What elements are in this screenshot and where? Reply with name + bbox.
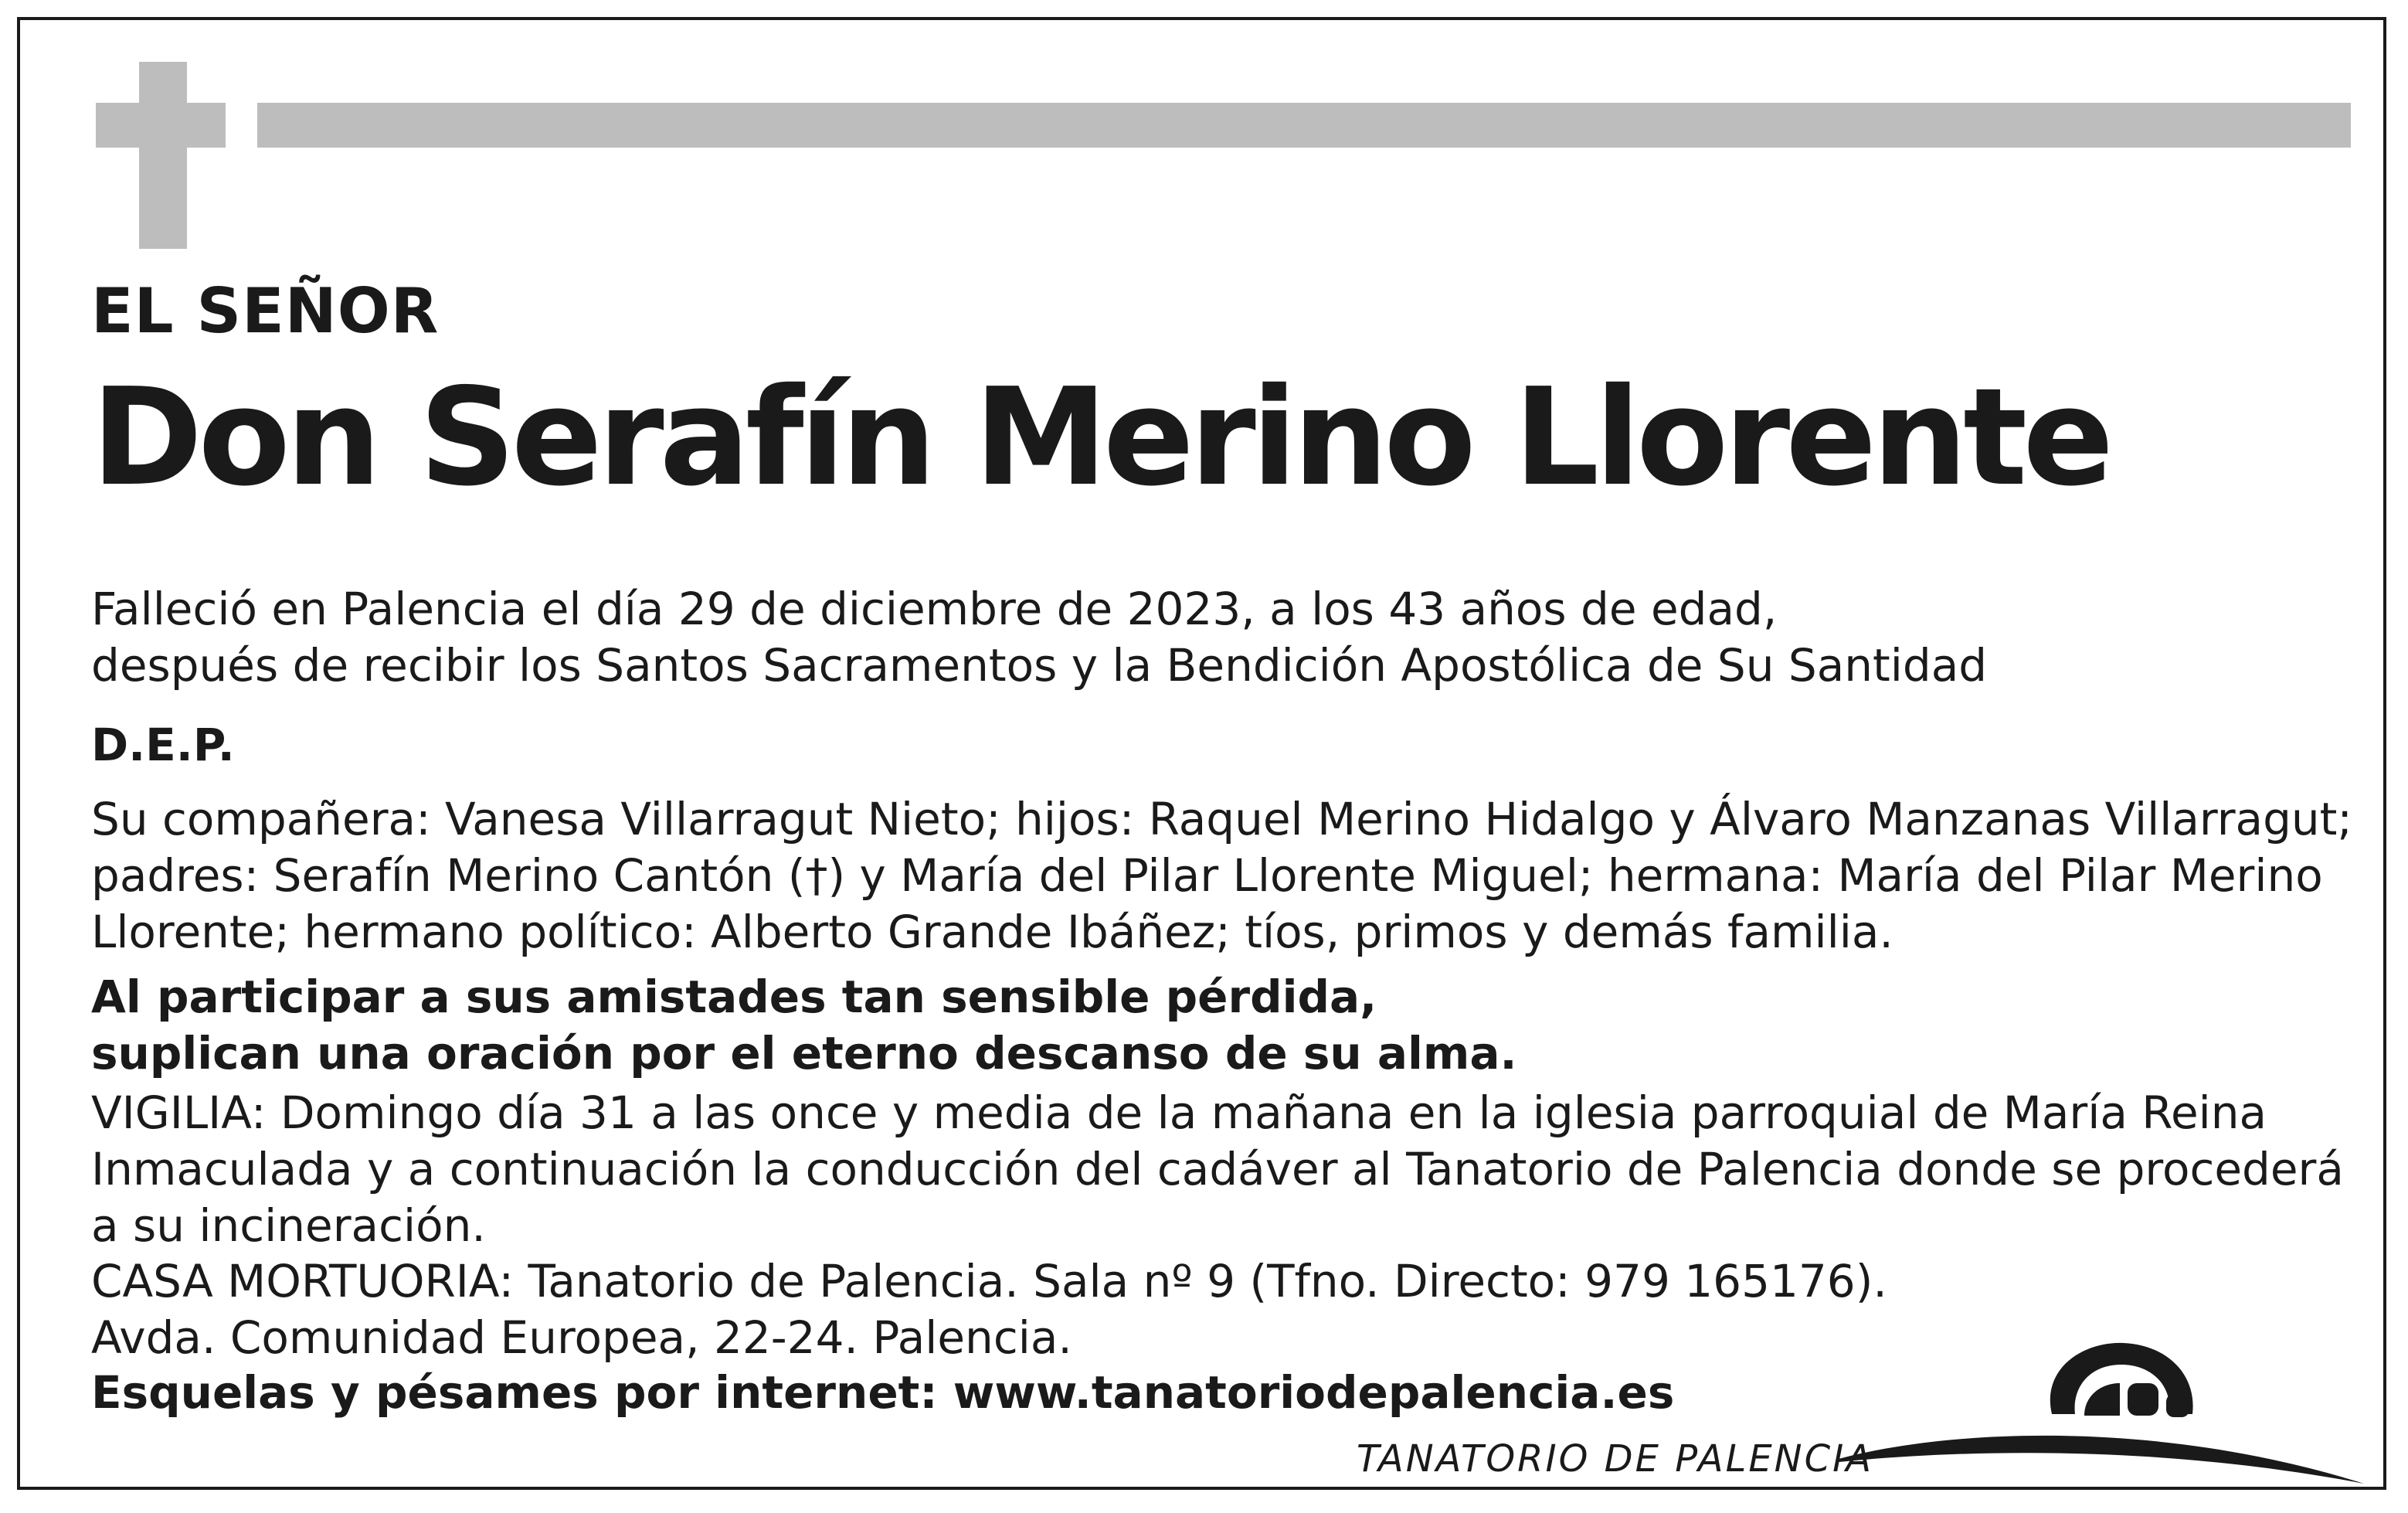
casa-line: Avda. Comunidad Europea, 22-24. Palencia. <box>91 1311 1072 1364</box>
cross-icon-arm <box>96 103 226 148</box>
family-line: Su compañera: Vanesa Villarragut Nieto; hijos: Raquel Merino Hidalgo y Álvaro Manzanas Villarragut; <box>91 793 2352 845</box>
death-line: Falleció en Palencia el día 29 de diciembre de 2023, a los 43 años de edad, <box>91 583 1778 635</box>
death-line: después de recibir los Santos Sacramentos y la Bendición Apostólica de Su Santidad <box>91 639 1988 692</box>
vigil-line: Inmaculada y a continuación la conducción del cadáver al Tanatorio de Palencia donde se procederá <box>91 1143 2344 1195</box>
family-line: padres: Serafín Merino Cantón (†) y María del Pilar Llorente Miguel; hermana: María del Pilar Merino <box>91 849 2323 902</box>
family-paragraph <box>91 791 2352 960</box>
vigil-paragraph <box>91 1085 2344 1254</box>
web-line: Esquelas y pésames por internet: www.tanatoriodepalencia.es <box>91 1366 1675 1419</box>
request-line: suplican una oración por el eterno descanso de su alma. <box>91 1027 1517 1080</box>
casa-mortuoria-paragraph <box>91 1253 1887 1366</box>
cross-icon <box>139 62 187 249</box>
dep-label: D.E.P. <box>91 719 235 771</box>
title-prefix: EL SEÑOR <box>91 275 440 347</box>
family-line: Llorente; hermano político: Alberto Grande Ibáñez; tíos, primos y demás familia. <box>91 906 1893 958</box>
tanatorio-logo <box>1839 1329 2364 1491</box>
request-paragraph <box>91 969 1517 1082</box>
logo-text: TANATORIO DE PALENCIA <box>1357 1437 1874 1481</box>
death-paragraph <box>91 581 1987 694</box>
vigil-line: VIGILIA: Domingo día 31 a las once y media de la mañana en la iglesia parroquial de María Reina <box>91 1086 2267 1139</box>
casa-line: CASA MORTUORIA: Tanatorio de Palencia. Sala nº 9 (Tfno. Directo: 979 165176). <box>91 1255 1887 1307</box>
deceased-name: Don Serafín Merino Llorente <box>91 359 2110 516</box>
request-line: Al participar a sus amistades tan sensible pérdida, <box>91 971 1377 1023</box>
top-rule <box>257 103 2351 148</box>
vigil-line: a su incineración. <box>91 1199 486 1252</box>
